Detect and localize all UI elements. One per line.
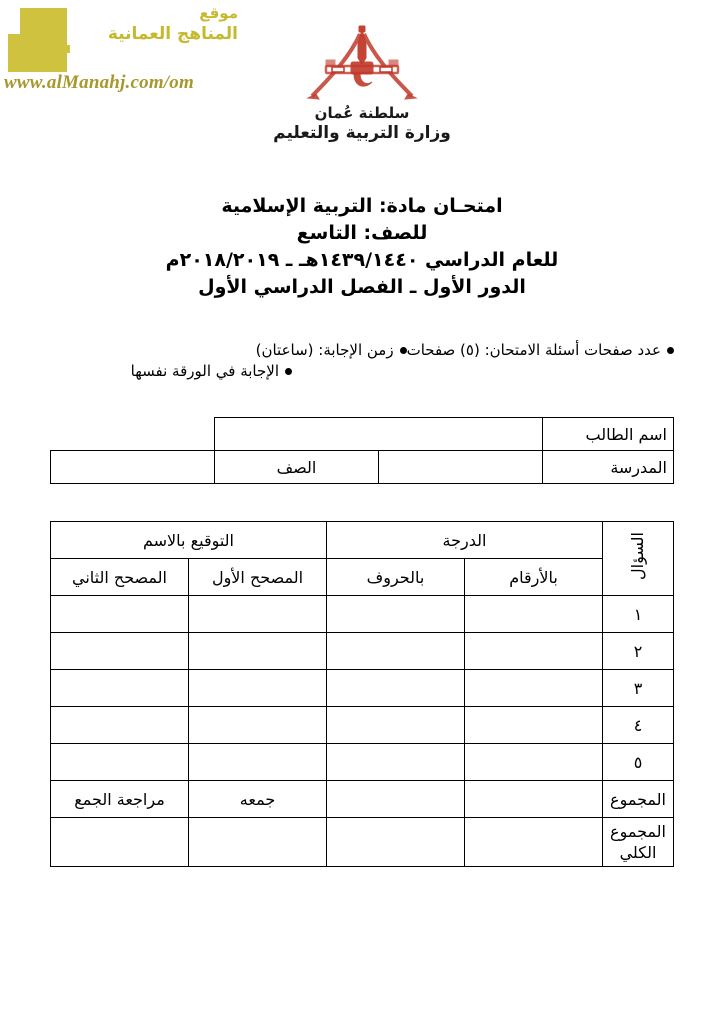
grade-numbers-cell[interactable] <box>465 744 603 781</box>
school-label: المدرسة <box>543 451 674 484</box>
marker2-cell[interactable] <box>51 744 189 781</box>
grade-letters-cell[interactable] <box>327 633 465 670</box>
note-time <box>197 340 407 361</box>
header-marker-first: المصحح الأول <box>189 559 327 596</box>
question-number: ٤ <box>603 707 674 744</box>
note-answer-label: الإجابة في الورقة نفسها <box>130 362 279 380</box>
grade-letters-cell[interactable] <box>327 596 465 633</box>
grades-table <box>50 521 674 867</box>
oman-national-emblem-icon <box>302 24 422 102</box>
grand-total-letters-cell[interactable] <box>327 818 465 867</box>
marker1-cell[interactable] <box>189 596 327 633</box>
exam-notes-row-2 <box>50 361 674 382</box>
marker1-cell[interactable] <box>189 707 327 744</box>
header-signature-group: التوقيع بالاسم <box>51 522 327 559</box>
total-marker1-cell[interactable]: جمعه <box>189 781 327 818</box>
table-row-student-name <box>51 418 674 451</box>
exam-subject-line: امتحـان مادة: التربية الإسلامية <box>221 195 503 217</box>
total-marker2-cell[interactable]: مراجعة الجمع <box>51 781 189 818</box>
exam-year-line: للعام الدراسي ١٤٣٩/١٤٤٠هـ ـ ٢٠١٨/٢٠١٩م <box>165 249 559 271</box>
grade-numbers-cell[interactable] <box>465 670 603 707</box>
exam-grade-line: للصف: التاسع <box>296 222 428 244</box>
grade-letters-cell[interactable] <box>327 744 465 781</box>
marker2-cell[interactable] <box>51 633 189 670</box>
grand-total-marker2-cell[interactable] <box>51 818 189 867</box>
ministry-line-country: سلطنة عُمان <box>314 104 410 122</box>
watermark-label-name: المناهج العمانية <box>107 24 238 44</box>
exam-term-line: الدور الأول ـ الفصل الدراسي الأول <box>198 276 526 298</box>
student-info-table <box>50 417 674 484</box>
table-row-total <box>51 781 674 818</box>
table-row-sub-headers <box>51 559 674 596</box>
table-row-group-headers <box>51 522 674 559</box>
table-row-grand-total <box>51 818 674 867</box>
note-pages <box>407 340 674 361</box>
school-field[interactable] <box>379 451 543 484</box>
watermark-label-site: موقع <box>199 4 238 22</box>
marker2-cell[interactable] <box>51 670 189 707</box>
table-row <box>51 744 674 781</box>
header-grade-group: الدرجة <box>327 522 603 559</box>
marker2-cell[interactable] <box>51 707 189 744</box>
header-in-numbers: بالأرقام <box>465 559 603 596</box>
header-marker-second: المصحح الثاني <box>51 559 189 596</box>
exam-heading <box>0 193 724 301</box>
table-row <box>51 596 674 633</box>
table-row <box>51 707 674 744</box>
grade-numbers-cell[interactable] <box>465 707 603 744</box>
marker2-cell[interactable] <box>51 596 189 633</box>
note-answer-place <box>82 361 292 382</box>
bullet-icon <box>400 347 407 354</box>
table-row-school <box>51 451 674 484</box>
student-name-label: اسم الطالب <box>543 418 674 451</box>
grade-numbers-cell[interactable] <box>465 596 603 633</box>
grade-letters-cell[interactable] <box>327 707 465 744</box>
header-question-label: السؤال <box>628 532 647 580</box>
class-label: الصف <box>215 451 379 484</box>
marker1-cell[interactable] <box>189 744 327 781</box>
table-row <box>51 633 674 670</box>
ministry-line-ministry: وزارة التربية والتعليم <box>273 122 451 143</box>
bullet-icon <box>285 368 292 375</box>
emblem-block <box>0 24 724 144</box>
exam-notes-row-1 <box>50 340 674 361</box>
question-number: ٥ <box>603 744 674 781</box>
note-time-label: زمن الإجابة: (ساعتان) <box>255 341 394 359</box>
marker1-cell[interactable] <box>189 633 327 670</box>
grand-total-label: المجموع الكلي <box>603 818 674 867</box>
grand-total-numbers-cell[interactable] <box>465 818 603 867</box>
note-pages-label: عدد صفحات أسئلة الامتحان: (٥) صفحات <box>406 341 661 359</box>
class-field[interactable] <box>51 451 215 484</box>
grade-numbers-cell[interactable] <box>465 633 603 670</box>
exam-notes <box>50 340 674 382</box>
watermark-url[interactable]: www.alManahj.com/om <box>4 72 194 93</box>
question-number: ٣ <box>603 670 674 707</box>
question-number: ١ <box>603 596 674 633</box>
marker1-cell[interactable] <box>189 670 327 707</box>
header-in-letters: بالحروف <box>327 559 465 596</box>
table-row <box>51 670 674 707</box>
total-label: المجموع <box>603 781 674 818</box>
question-number: ٢ <box>603 633 674 670</box>
grade-letters-cell[interactable] <box>327 670 465 707</box>
total-numbers-cell[interactable] <box>465 781 603 818</box>
header-question <box>603 522 674 596</box>
bullet-icon <box>667 347 674 354</box>
ministry-calligraphy <box>0 104 724 144</box>
total-letters-cell[interactable] <box>327 781 465 818</box>
grand-total-marker1-cell[interactable] <box>189 818 327 867</box>
student-name-field[interactable] <box>215 418 543 451</box>
